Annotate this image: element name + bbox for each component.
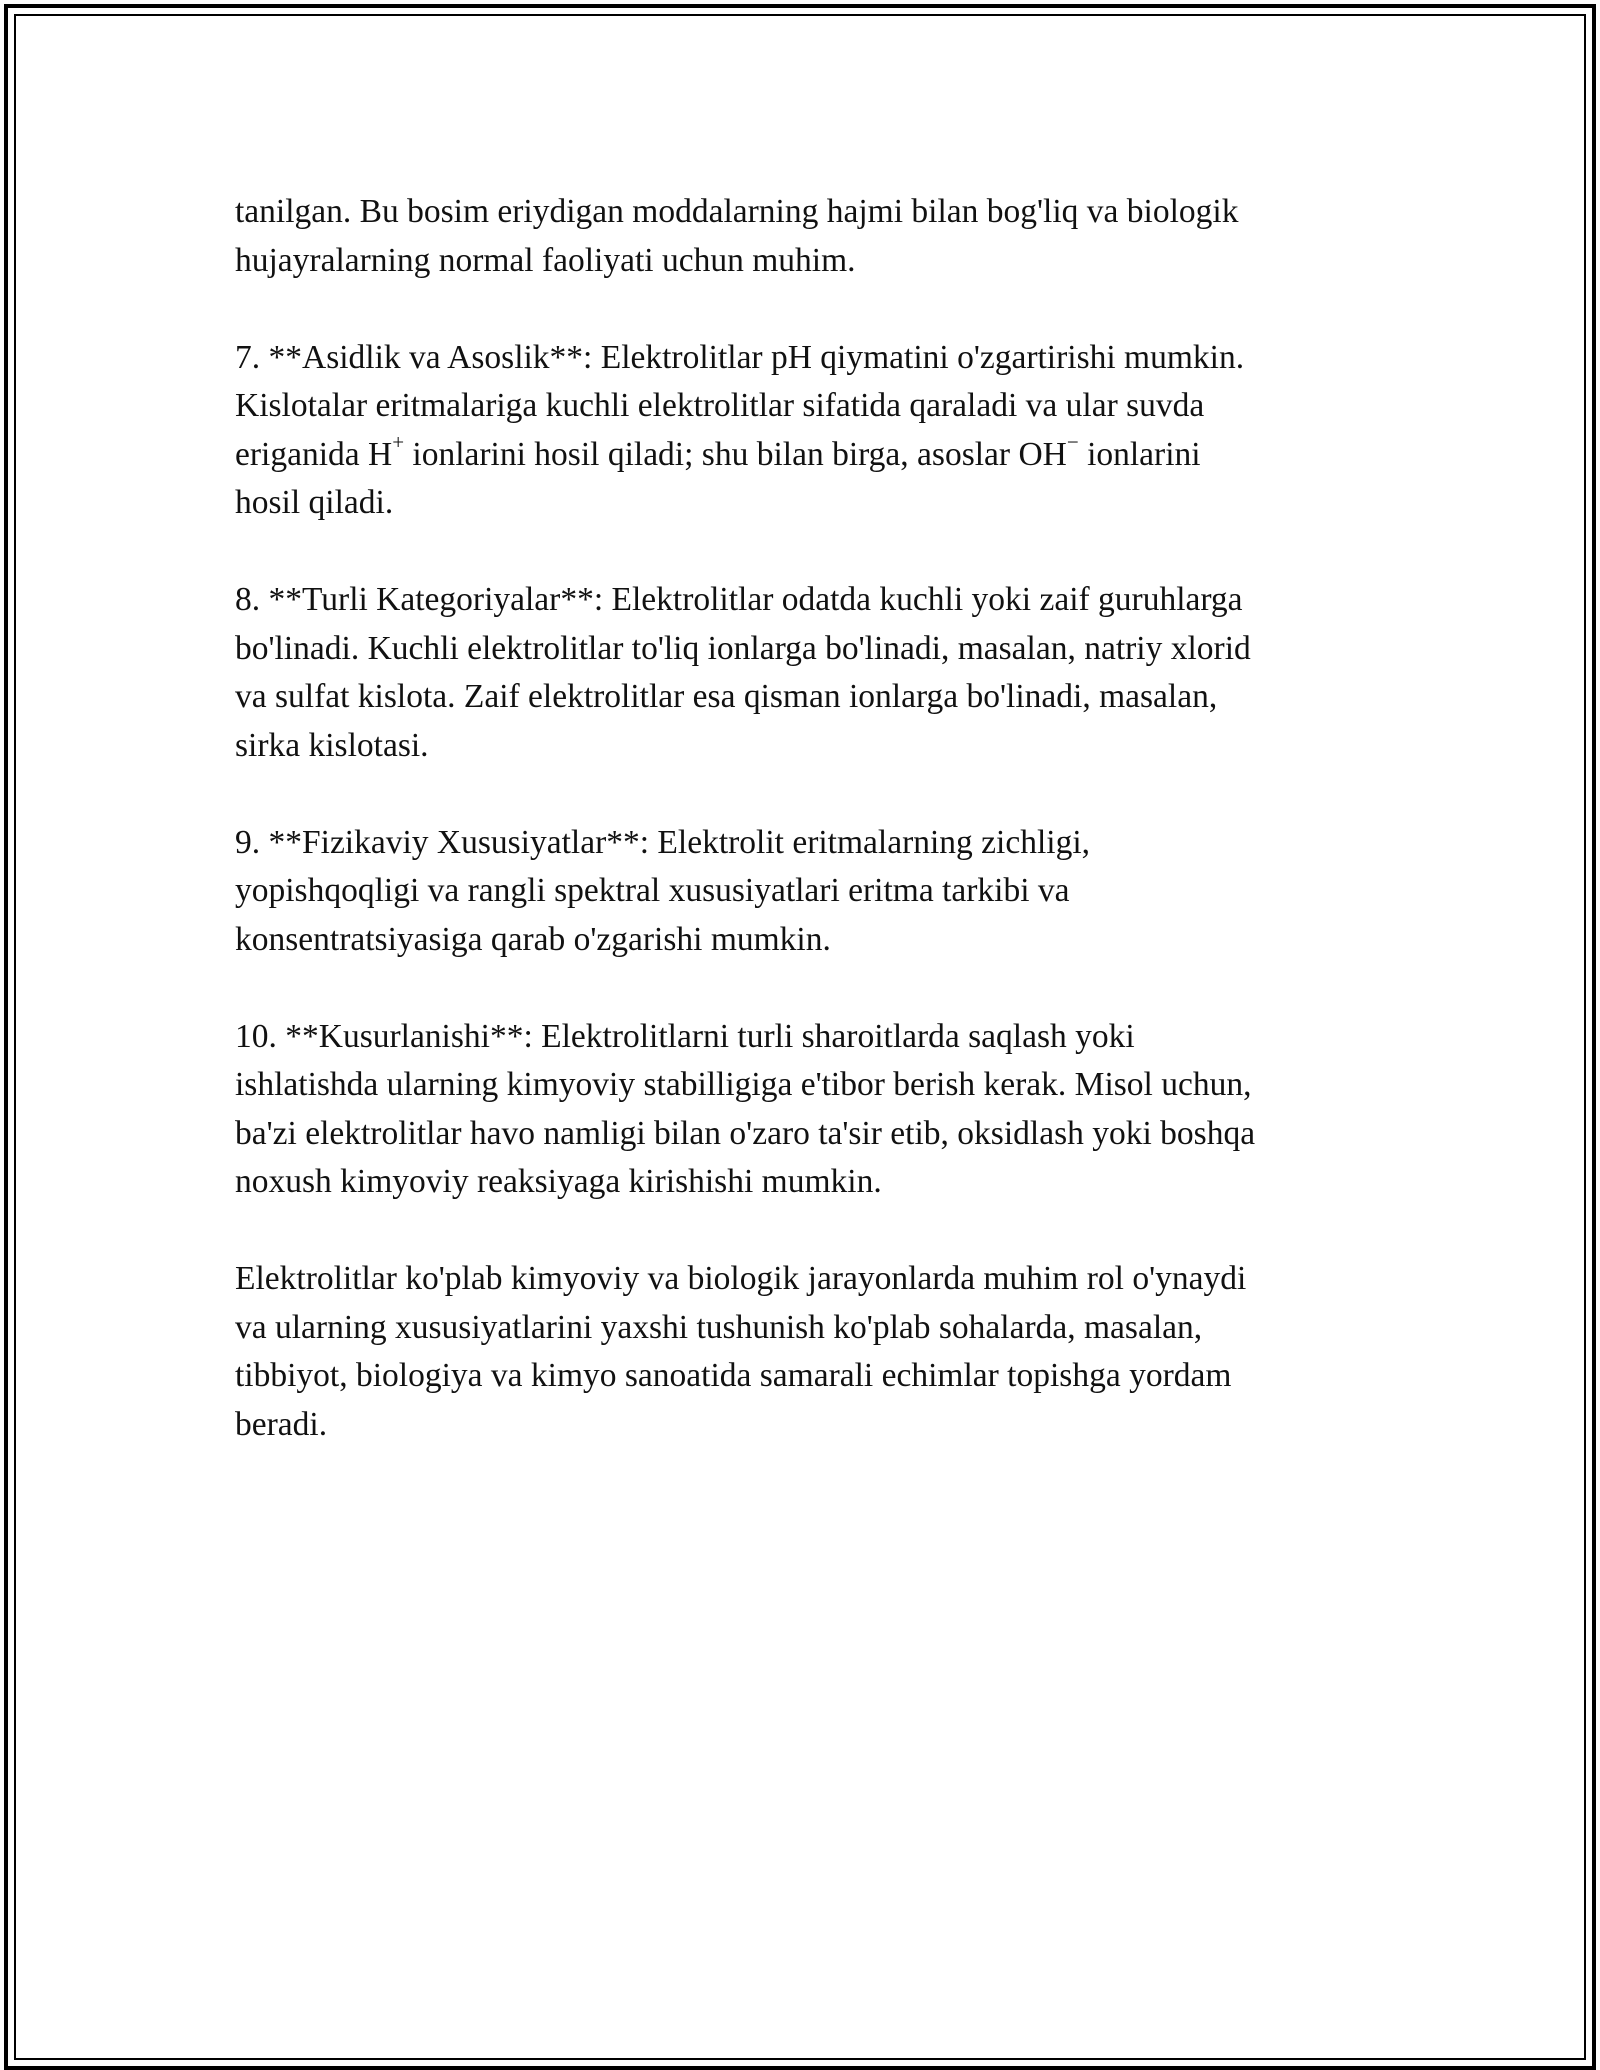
text-line: [235, 431, 1365, 480]
text-line: 8. **Turli Kategoriyalar**: Elektrolitlar odatda kuchli yoki zaif guruhlarga: [235, 581, 1243, 618]
text-line: va ularning xususiyatlarini yaxshi tushunish ko'plab sohalarda, masalan,: [235, 1308, 1203, 1346]
text-line: bo'linadi. Kuchli elektrolitlar to'liq ionlarga bo'linadi, masalan, natriy xlorid: [235, 629, 1251, 667]
text-line: hosil qiladi.: [235, 484, 394, 521]
superscript-plus: +: [392, 430, 405, 455]
text-line: konsentratsiyasiga qarab o'zgarishi mumkin.: [235, 920, 831, 958]
text-line: noxush kimyoviy reaksiyaga kirishishi mumkin.: [235, 1163, 882, 1200]
text-line: tibbiyot, biologiya va kimyo sanoatida samarali echimlar topishga yordam: [235, 1357, 1232, 1394]
text-line: ba'zi elektrolitlar havo namligi bilan o'zaro ta'sir etib, oksidlash yoki boshqa: [235, 1114, 1256, 1152]
text-line: beradi.: [235, 1405, 328, 1443]
text-run: ionlarini hosil qiladi; shu bilan birga, asoslar OH: [404, 435, 1067, 473]
text-line: 9. **Fizikaviy Xususiyatlar**: Elektrolit eritmalarning zichligi,: [235, 823, 1091, 861]
text-run: eriganida H: [235, 435, 393, 473]
list-item-defects: [235, 1013, 1365, 1207]
text-line: 10. **Kusurlanishi**: Elektrolitlarni turli sharoitlarda saqlash yoki: [235, 1017, 1135, 1055]
text-line: sirka kislotasi.: [235, 726, 429, 764]
text-line: 7. **Asidlik va Asoslik**: Elektrolitlar pH qiymatini o'zgartirishi mumkin.: [235, 338, 1245, 376]
paragraph-continuation: [235, 188, 1365, 285]
text-line: yopishqoqligi va rangli spektral xususiyatlari eritma tarkibi va: [235, 872, 1070, 909]
superscript-minus: −: [1066, 430, 1079, 455]
text-line: Kislotalar eritmalariga kuchli elektrolitlar sifatida qaraladi va ular suvda: [235, 387, 1205, 424]
list-item-acidity: [235, 334, 1365, 528]
paragraph-conclusion: [235, 1255, 1365, 1449]
text-line: Elektrolitlar ko'plab kimyoviy va biologik jarayonlarda muhim rol o'ynaydi: [235, 1260, 1247, 1297]
text-run: ionlarini: [1078, 435, 1201, 473]
document-body: [235, 188, 1365, 1498]
text-line: ishlatishda ularning kimyoviy stabilligiga e'tibor berish kerak. Misol uchun,: [235, 1066, 1252, 1103]
text-line: tanilgan. Bu bosim eriydigan moddalarning hajmi bilan bog'liq va biologik: [235, 193, 1239, 230]
text-line: va sulfat kislota. Zaif elektrolitlar esa qisman ionlarga bo'linadi, masalan,: [235, 678, 1218, 715]
list-item-categories: [235, 576, 1365, 770]
list-item-physical-properties: [235, 819, 1365, 965]
text-line: hujayralarning normal faoliyati uchun muhim.: [235, 241, 856, 279]
